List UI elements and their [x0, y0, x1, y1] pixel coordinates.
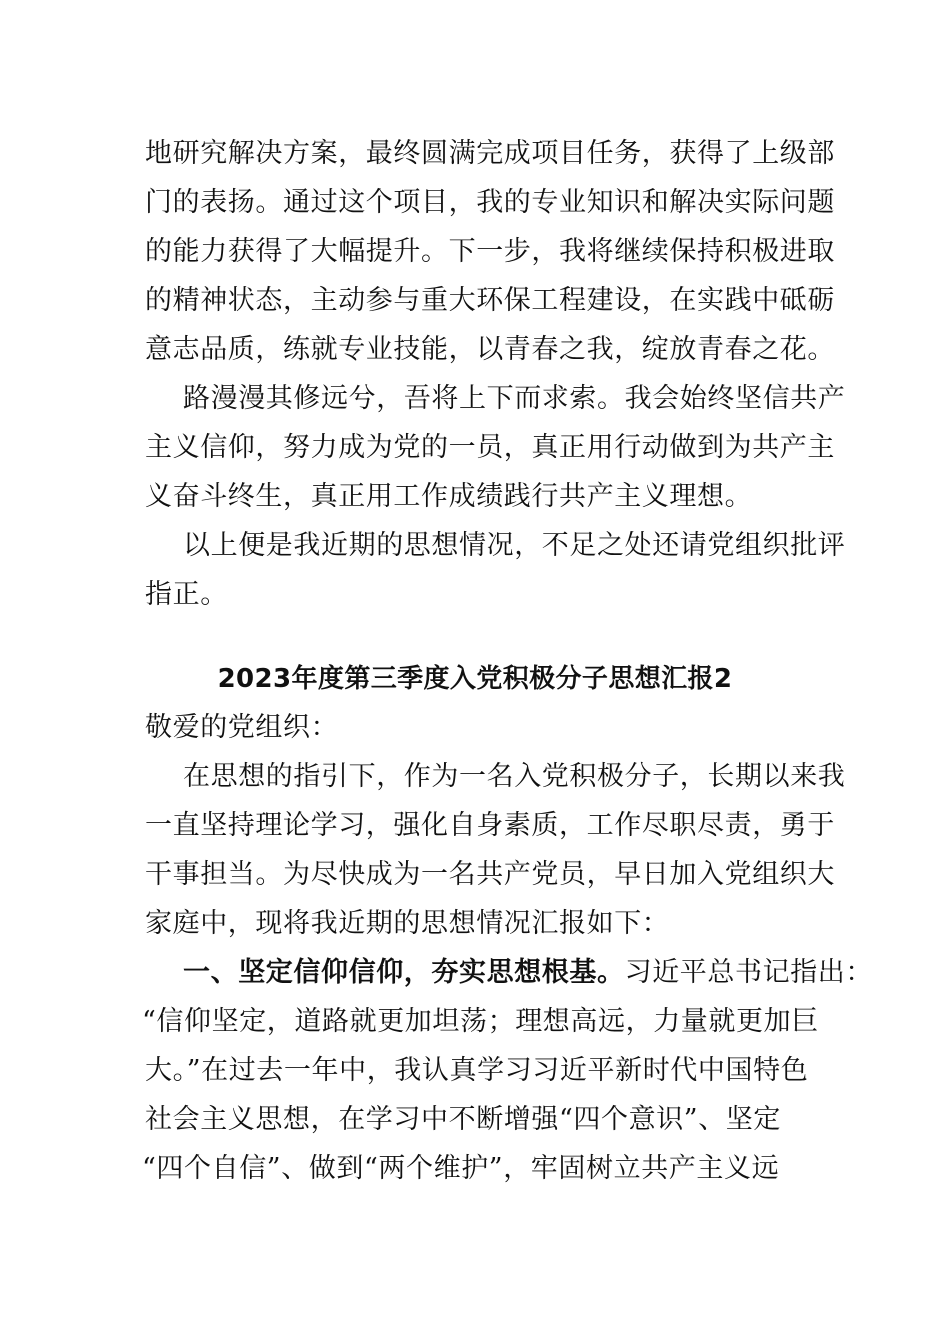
paragraph-line: 家庭中，现将我近期的思想情况汇报如下： [145, 908, 670, 939]
paragraph-line: 以上便是我近期的思想情况，不足之处还请党组织批评 [183, 530, 846, 561]
paragraph-line: 路漫漫其修远兮，吾将上下而求索。我会始终坚信共产 [183, 383, 846, 414]
paragraph-line: 门的表扬。通过这个项目，我的专业知识和解决实际问题 [145, 187, 835, 218]
paragraph-line: 义奋斗终生，真正用工作成绩践行共产主义理想。 [145, 481, 753, 512]
paragraph-line: 主义信仰，努力成为党的一员，真正用行动做到为共产主 [145, 432, 835, 463]
paragraph-line: 指正。 [145, 579, 228, 610]
paragraph-line: “信仰坚定，道路就更加坦荡；理想高远，力量就更加巨 [142, 1006, 819, 1037]
paragraph-line: 大。”在过去一年中，我认真学习习近平新时代中国特色 [145, 1055, 809, 1086]
paragraph-line: 意志品质，练就专业技能，以青春之我，绽放青春之花。 [145, 334, 835, 365]
paragraph-line: 的精神状态，主动参与重大环保工程建设，在实践中砥砺 [145, 285, 835, 316]
paragraph-line: 在思想的指引下，作为一名入党积极分子，长期以来我 [183, 761, 846, 792]
point-one-lead: 习近平总书记指出： [624, 957, 874, 988]
point-one-line [183, 955, 873, 991]
paragraph-line: 社会主义思想，在学习中不断增强“四个意识”、坚定 [145, 1104, 782, 1135]
salutation: 敬爱的党组织： [145, 712, 339, 743]
point-one-heading: 一、坚定信仰信仰，夯实思想根基。 [183, 957, 625, 988]
report-title: 2023年度第三季度入党积极分子思想汇报2 [217, 664, 733, 694]
paragraph-line: “四个自信”、做到“两个维护”，牢固树立共产主义远 [142, 1153, 780, 1184]
paragraph-line: 地研究解决方案，最终圆满完成项目任务，获得了上级部 [145, 138, 835, 169]
paragraph-line: 的能力获得了大幅提升。下一步，我将继续保持积极进取 [145, 236, 835, 267]
paragraph-line: 一直坚持理论学习，强化自身素质，工作尽职尽责，勇于 [145, 810, 835, 841]
paragraph-line: 干事担当。为尽快成为一名共产党员，早日加入党组织大 [145, 859, 835, 890]
